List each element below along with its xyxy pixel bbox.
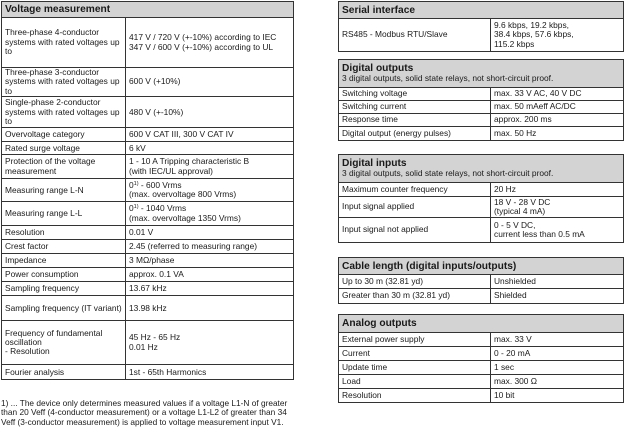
table-row xyxy=(2,155,294,179)
row-value: max. 50 mAeff AC/DC xyxy=(491,101,624,114)
row-value: approx. 0.1 VA xyxy=(126,268,294,282)
section-title-text: Voltage measurement xyxy=(5,4,111,15)
row-label: Sampling frequency xyxy=(2,282,126,296)
table-row xyxy=(2,268,294,282)
table-row xyxy=(2,18,294,68)
row-value: 1 - 10 A Tripping characteristic B (with IEC/UL approval) xyxy=(126,155,294,179)
row-value: 0 - 20 mA xyxy=(491,347,624,361)
section-title-text: Analog outputs xyxy=(342,318,417,329)
section-title-text: Digital inputs xyxy=(342,158,407,170)
table-row xyxy=(339,347,624,361)
footnote-marker: 1) xyxy=(133,204,139,211)
table-row xyxy=(339,361,624,375)
row-label: Overvoltage category xyxy=(2,128,126,142)
row-label: Power consumption xyxy=(2,268,126,282)
table-row xyxy=(2,254,294,268)
row-value: 9.6 kbps, 19.2 kbps, 38.4 kbps, 57.6 kbps, 115.2 kbps xyxy=(491,19,624,52)
row-value: 1st - 65th Harmonics xyxy=(126,365,294,380)
row-value: 0$^{1)}$ - 600 Vrms (max. overvoltage 800 Vrms) xyxy=(126,179,294,202)
row-label: Load xyxy=(339,375,491,389)
table-row xyxy=(2,240,294,254)
row-value: max. 33 V xyxy=(491,333,624,347)
row-value: 3 MΩ/phase xyxy=(126,254,294,268)
row-value: 0 - 5 V DC, current less than 0.5 mA xyxy=(491,218,624,243)
digital-inputs-table xyxy=(338,154,624,243)
section-title xyxy=(339,315,624,333)
digital-outputs-table xyxy=(338,59,624,141)
row-label: Rated surge voltage xyxy=(2,142,126,155)
table-row xyxy=(339,88,624,101)
row-label: Sampling frequency (IT variant) xyxy=(2,296,126,321)
row-label: Greater than 30 m (32.81 yd) xyxy=(339,289,491,304)
row-label: Input signal applied xyxy=(339,197,491,218)
row-label: Up to 30 m (32.81 yd) xyxy=(339,275,491,289)
section-title xyxy=(339,258,624,275)
row-value: Unshielded xyxy=(491,275,624,289)
row-value: 10 bit xyxy=(491,389,624,403)
row-value: Shielded xyxy=(491,289,624,304)
row-label: Resolution xyxy=(2,226,126,240)
table-row xyxy=(2,142,294,155)
cable-length-table xyxy=(338,257,624,304)
table-row xyxy=(339,389,624,403)
row-label: Three-phase 3-conductor systems with rated voltages up to xyxy=(2,68,126,97)
footnote: 1) ... The device only determines measured values if a voltage L1-N of greater than 20 Veff (4-conductor measurement) or a voltage L1-L2 of greater than 34 Veff (3-conductor measurement) is applied to voltage measurement input V1. xyxy=(1,398,288,427)
table-row xyxy=(339,333,624,347)
row-label: Crest factor xyxy=(2,240,126,254)
row-value: 13.98 kHz xyxy=(126,296,294,321)
row-label: Input signal not applied xyxy=(339,218,491,243)
row-label: Measuring range L-N xyxy=(2,179,126,202)
row-label: Frequency of fundamental oscillation - Resolution xyxy=(2,321,126,365)
row-label: Resolution xyxy=(339,389,491,403)
serial-interface-table xyxy=(338,1,624,52)
row-value: 18 V - 28 V DC (typical 4 mA) xyxy=(491,197,624,218)
row-value: 480 V (+-10%) xyxy=(126,97,294,128)
row-label: Update time xyxy=(339,361,491,375)
row-value: 2.45 (referred to measuring range) xyxy=(126,240,294,254)
row-label: Measuring range L-L xyxy=(2,202,126,226)
section-title xyxy=(339,60,624,88)
section-title-text: Serial interface xyxy=(342,4,416,16)
row-label: Single-phase 2-conductor systems with rated voltages up to xyxy=(2,97,126,128)
row-label: Protection of the voltage measurement xyxy=(2,155,126,179)
table-row xyxy=(339,127,624,141)
table-row xyxy=(339,19,624,52)
table-row xyxy=(339,197,624,218)
section-subtitle: 3 digital outputs, solid state relays, not short-circuit proof. xyxy=(342,168,554,179)
row-label: RS485 - Modbus RTU/Slave xyxy=(339,19,491,52)
table-row xyxy=(339,218,624,243)
row-value: max. 300 Ω xyxy=(491,375,624,389)
table-row xyxy=(2,128,294,142)
section-title-text: Digital outputs xyxy=(342,63,414,75)
row-value: max. 33 V AC, 40 V DC xyxy=(491,88,624,101)
section-title xyxy=(339,155,624,183)
table-row xyxy=(2,226,294,240)
row-value: 600 V CAT III, 300 V CAT IV xyxy=(126,128,294,142)
table-row xyxy=(339,183,624,197)
table-row xyxy=(339,114,624,127)
row-value: 1 sec xyxy=(491,361,624,375)
row-label: Maximum counter frequency xyxy=(339,183,491,197)
row-value: 0.01 V xyxy=(126,226,294,240)
row-label: Digital output (energy pulses) xyxy=(339,127,491,141)
table-row xyxy=(339,375,624,389)
section-title-text: Cable length (digital inputs/outputs) xyxy=(342,260,517,272)
analog-outputs-table xyxy=(338,314,624,403)
row-value: 13.67 kHz xyxy=(126,282,294,296)
section-subtitle: 3 digital outputs, solid state relays, not short-circuit proof. xyxy=(342,73,554,84)
row-value: 6 kV xyxy=(126,142,294,155)
footnote-marker: 1) xyxy=(133,180,139,187)
table-row xyxy=(339,289,624,304)
row-value: 417 V / 720 V (+-10%) according to IEC 347 V / 600 V (+-10%) according to UL xyxy=(126,18,294,68)
table-row xyxy=(2,68,294,97)
section-title xyxy=(2,2,294,18)
row-label: Impedance xyxy=(2,254,126,268)
row-value: max. 50 Hz xyxy=(491,127,624,141)
row-value: 45 Hz - 65 Hz 0.01 Hz xyxy=(126,321,294,365)
table-row xyxy=(2,321,294,365)
table-row xyxy=(2,179,294,202)
table-row xyxy=(2,202,294,226)
row-label: Switching voltage xyxy=(339,88,491,101)
row-value: 600 V (+10%) xyxy=(126,68,294,97)
row-label: Three-phase 4-conductor systems with rated voltages up to xyxy=(2,18,126,68)
row-label: Current xyxy=(339,347,491,361)
table-row xyxy=(2,296,294,321)
table-row xyxy=(339,275,624,289)
table-row xyxy=(339,101,624,114)
table-row xyxy=(2,365,294,380)
table-row xyxy=(2,97,294,128)
row-value: 0$^{1)}$ - 1040 Vrms (max. overvoltage 1350 Vrms) xyxy=(126,202,294,226)
row-label: External power supply xyxy=(339,333,491,347)
row-value: approx. 200 ms xyxy=(491,114,624,127)
row-label: Response time xyxy=(339,114,491,127)
voltage-measurement-table xyxy=(1,1,294,380)
row-label: Switching current xyxy=(339,101,491,114)
section-title xyxy=(339,2,624,19)
row-label: Fourier analysis xyxy=(2,365,126,380)
table-row xyxy=(2,282,294,296)
row-value: 20 Hz xyxy=(491,183,624,197)
